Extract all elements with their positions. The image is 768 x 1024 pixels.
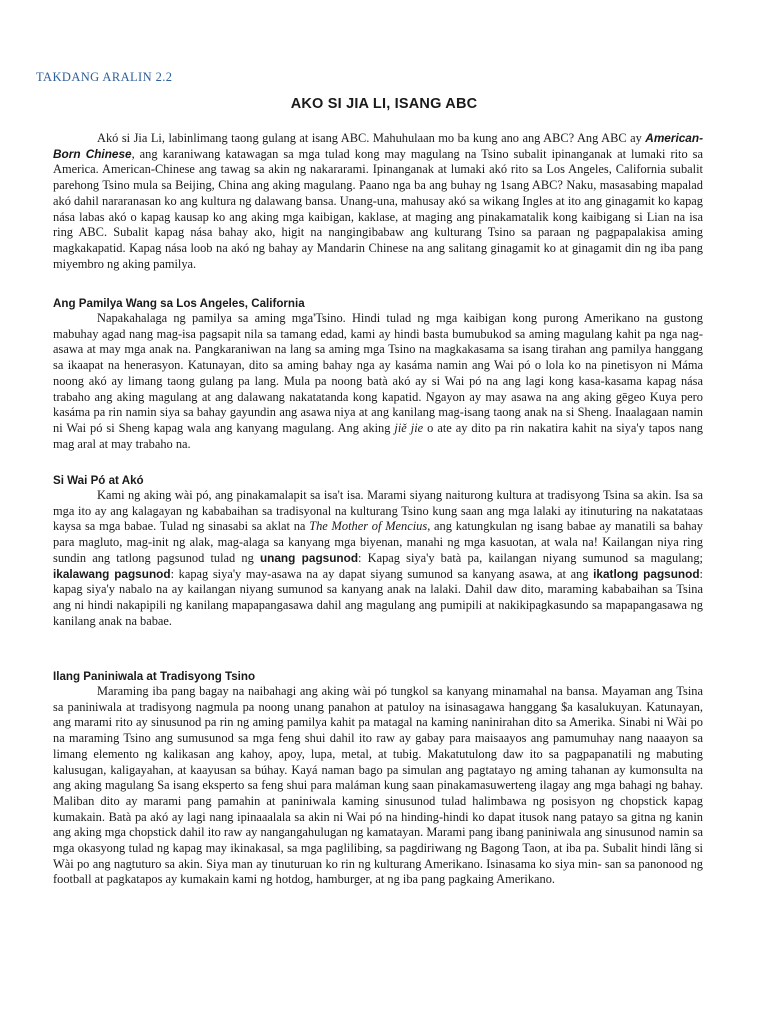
text-run: Napakahalaga ng pamilya sa aming mga'Tsino. Hindi tulad ng mga kaibigan kong purong Amerikano na gustong mabuhay agad nang mag-isa pagsapit nila sa tamang edad, kami ay hindi basta bumubukod sa aming magulang kahit pa nga nag-asawa at may mga anak na. Pangkaraniwan na lang sa aming mga Tsino na magkakasama sa isang tirahan ang pamilya hanggang sa ikaapat na henerasyon. Katunayan, dito sa aming bahay nga ay kasáma namin ang Wai pó o lola ko na pinetisyon ni Máma noong akó ay limang taong gulang pa lang. Mula pa noong batà akó ay si Wai pó na ang lagi kong kasa-kasama kapag nása trabaho ang aking magulang at ang dalawang nakatatanda kong kapatid. Ngayon ay may asawa na ang aking gēgeo Kuya pero kasáma pa rin namin siya sa bahay gayundin ang asawa niya at ang kanilang mag-isang taong anak na si Sheng. Inaalagaan namin ni Wai pó si Sheng kapag wala ang kanyang magulang. Ang aking	[53, 311, 703, 435]
text-run: o ate ay dito pa rin nakatira kahit na siya'y tapos nang mag aral at may trabaho na.	[53, 420, 703, 451]
text-run: , ang katungkulan ng isang babae ay manatili sa bahay para magluto, mag-init ng alak, mag-alaga sa kanyang mga biyenan, manahi ng mga kasuotan, at wala na! Kailangan niya ring sundin ang tatlong pagsunod tulad ng	[53, 519, 703, 565]
section-heading: Ang Pamilya Wang sa Los Angeles, California	[53, 297, 305, 310]
assignment-label: TAKDANG ARALIN 2.2	[36, 70, 173, 84]
text-run: : Kapag siya'y batà pa, kailangan niyang sumunod sa magulang;	[358, 550, 703, 565]
intro-section	[53, 131, 703, 272]
intro-paragraph	[53, 131, 703, 272]
bold-term: ikatlong pagsunod	[593, 566, 700, 581]
section-pamilya-wang	[53, 296, 703, 452]
section-heading: Ilang Paniniwala at Tradisyong Tsino	[53, 670, 256, 683]
text-run: , ang karaniwang katawagan sa mga tulad kong may magulang na Tsino subalit ipinanganak at lumaki rito sa America. American-Chinese ang tawag sa akin ng nakararami. Ipinanganak at lumaki akó rito sa Los Angeles, California subalit parehong Tsino mula sa Beijing, China ang aking magulang. Paano nga ba ang buhay ng 1sang ABC? Naku, masasabing mapalad akó dahil nararanasan ko ang kultura ng dalawang bansa. Unang-una, mahusay akó sa wikang Ingles at ito ang ginagamit ko kapag nása labas akó o kapag kausap ko ang aking mga kaibigan, kaklase, at maging ang pinakamatalik kong kaibigang si Lian na isa ring ABC. Subalit kapag nása bahay ako, higit na nangingibabaw ang kulturang Tsino sa paraan ng pagpapalakisa aming magkakapatid. Kapag nása loob na akó ng bahay ay Mandarin Chinese na ang salitang ginagamit ko at ginagamit din ng iba pang miyembro ng aking pamilya.	[53, 146, 703, 271]
section-paragraph	[53, 311, 703, 452]
section-heading: Si Wai Pó at Akó	[53, 474, 144, 487]
document-title: AKO SI JIA LI, ISANG ABC	[290, 96, 478, 112]
section-paniniwala	[53, 669, 703, 888]
bold-term: unang pagsunod	[259, 550, 359, 565]
emphasis-term: American- Born Chinese	[53, 131, 703, 161]
text-run: Kami ng aking wài pó, ang pinakamalapit sa isa't isa. Marami siyang naiturong kultura at tradisyong Tsina sa akin. Isa sa mga ito ay ang kalagayan ng kababaihan sa tradisyonal na kulturang Tsino kung saan ang mga lalaki ay itinuturing na nakatataas kaysa sa mga babae. Tulad ng sinasabi sa aklat na	[53, 488, 703, 534]
text-run: Akó si Jia Li, labinlimang taong gulang at isang ABC. Mahuhulaan mo ba kung ano ang ABC? Ang ABC ay	[97, 131, 646, 145]
text-run: : kapag siya'y may-asawa na ay dapat siyang sumunod sa kanyang asawa, at ang	[170, 566, 594, 581]
text-run: : kapag siya'y nabalo na ay kailangan niyang sumunod sa kanyang anak na lalaki. Dahil daw dito, maraming kababaihan sa Tsina ang ni hindi nakapipili ng kanilang mapapangasawa dahil ang magulang ang pumipili at nakikipagkasundo sa mapapangasawa ng kanilang anak na babae.	[53, 566, 703, 628]
italic-term: jiě jie	[394, 420, 424, 435]
section-paragraph: Maraming iba pang bagay na naibahagi ang aking wài pó tungkol sa kanyang minamahal na bansa. Mayaman ang Tsina sa paniniwala at tradisyong nagmula pa noong unang panahon at patuloy na isinasagawa hanggang $a kasalukuyan. Katunayan, ang marami rito ay sinusunod pa rin ng aming pamilya kahit pa matagal na kaming naninirahan dito sa Amerika. Sinabi ni Wài po na maraming Tsino ang sumusunod sa mga feng shui dahil ito raw ay gabay para maisaayos ang pamumuhay nang naaayon sa limang elemento ng kalikasan ang kahoy, apoy, lupa, metal, at tubig. Makatutulong daw ito sa pagpapanatili ng mabuting kalusugan, kaligayahan, at kaayusan sa búhay. Kayá naman bago pa simulan ang pagtatayo ng aming tahanan ay kumonsulta na ang aking magulang Sa isang eksperto sa feng shui para maláman kung saan pinakamasuwerteng ilagay ang mga bahagi ng bahay. Maliban dito ay marami pang pamahin at paniniwala kaming sinusunod tulad halimbawa ng posisyon ng chopstick kapag kumakain. Batà pa akó ay lagi nang ipinaaalala sa akin ni Wai pó na hinding-hindi ko dapat itusok nang patayo sa gitna ng kanin ang aking mga chopstick dahil ito raw ay nangangahulugan ng kamatayan. Marami pang ibang paniniwala ang sinusunod namin sa mga okasyong tulad ng kapag may ikinakasal, sa mga paglilibing, sa pagdiriwang ng Bagong Taon, at iba pa. Subalit hindi lãng si Wài po ang nagtuturo sa akin. Siya man ay tinuturuan ko rin ng kulturang Amerikano. Isinasama ko siya min- san sa panonood ng football at pagkatapos ay kumakain kami ng hotdog, hamburger, at ng iba pang pagkaing Amerikano.	[53, 684, 703, 887]
section-paragraph	[53, 488, 703, 629]
bold-term: ikalawang pagsunod	[53, 566, 171, 581]
book-title: The Mother of Mencius	[309, 519, 428, 534]
section-wai-po	[53, 473, 703, 629]
